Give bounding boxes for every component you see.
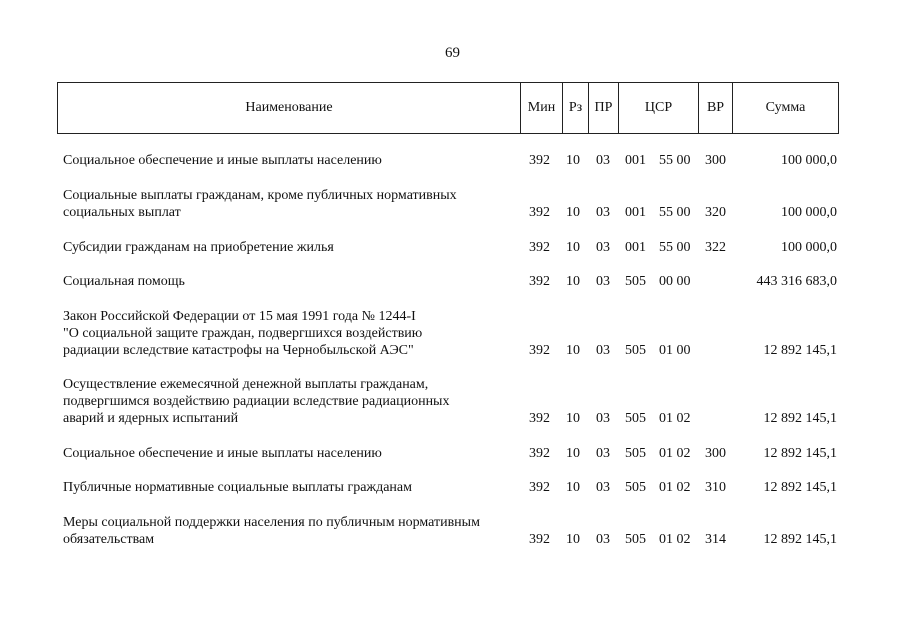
- code-vr: 314: [705, 532, 726, 547]
- code-csr-item: 01 00: [659, 343, 691, 358]
- code-csr-item: 01 02: [659, 411, 691, 426]
- header-rz: Рз: [562, 83, 588, 133]
- code-pr: 03: [596, 240, 610, 255]
- code-min: 392: [529, 446, 550, 461]
- code-pr: 03: [596, 343, 610, 358]
- code-min: 392: [529, 205, 550, 220]
- code-csr-program: 505: [625, 480, 646, 495]
- row-name: Публичные нормативные социальные выплаты гражданам: [63, 480, 412, 495]
- code-csr-program: 505: [625, 532, 646, 547]
- header-csr: ЦСР: [618, 83, 698, 133]
- header-pr: ПР: [588, 83, 618, 133]
- code-min: 392: [529, 411, 550, 426]
- code-min: 392: [529, 274, 550, 289]
- amount: 100 000,0: [781, 205, 837, 220]
- code-pr: 03: [596, 446, 610, 461]
- code-rz: 10: [566, 446, 580, 461]
- code-csr-item: 55 00: [659, 153, 691, 168]
- code-csr-program: 001: [625, 153, 646, 168]
- code-csr-item: 01 02: [659, 446, 691, 461]
- row-name: Субсидии гражданам на приобретение жилья: [63, 240, 334, 255]
- amount: 100 000,0: [781, 153, 837, 168]
- code-vr: 322: [705, 240, 726, 255]
- code-pr: 03: [596, 532, 610, 547]
- code-rz: 10: [566, 274, 580, 289]
- page-number: 69: [445, 45, 460, 61]
- row-name: Социальная помощь: [63, 274, 185, 289]
- code-vr: 310: [705, 480, 726, 495]
- code-csr-item: 55 00: [659, 240, 691, 255]
- code-vr: 300: [705, 153, 726, 168]
- code-csr-program: 505: [625, 411, 646, 426]
- code-pr: 03: [596, 411, 610, 426]
- code-min: 392: [529, 480, 550, 495]
- code-csr-item: 00 00: [659, 274, 691, 289]
- code-min: 392: [529, 240, 550, 255]
- amount: 12 892 145,1: [763, 446, 837, 461]
- code-csr-program: 001: [625, 205, 646, 220]
- header-sum: Сумма: [732, 83, 838, 133]
- amount: 100 000,0: [781, 240, 837, 255]
- code-pr: 03: [596, 153, 610, 168]
- code-csr-program: 001: [625, 240, 646, 255]
- row-name: Социальные выплаты гражданам, кроме публичных нормативных социальных выплат: [63, 188, 457, 220]
- code-rz: 10: [566, 240, 580, 255]
- code-rz: 10: [566, 480, 580, 495]
- amount: 12 892 145,1: [763, 343, 837, 358]
- row-name: Осуществление ежемесячной денежной выплаты гражданам, подвергшимся воздействию радиации вследствие радиационных аварий и ядерных испытаний: [63, 377, 450, 426]
- code-rz: 10: [566, 532, 580, 547]
- row-name: Социальное обеспечение и иные выплаты населению: [63, 153, 382, 168]
- amount: 12 892 145,1: [763, 480, 837, 495]
- code-pr: 03: [596, 205, 610, 220]
- code-pr: 03: [596, 274, 610, 289]
- code-rz: 10: [566, 153, 580, 168]
- code-rz: 10: [566, 205, 580, 220]
- code-rz: 10: [566, 343, 580, 358]
- amount: 12 892 145,1: [763, 411, 837, 426]
- code-csr-program: 505: [625, 343, 646, 358]
- code-rz: 10: [566, 411, 580, 426]
- row-name: Социальное обеспечение и иные выплаты населению: [63, 446, 382, 461]
- row-name: Закон Российской Федерации от 15 мая 1991 года № 1244-I "О социальной защите граждан, подвергшихся воздействию радиации вследствие катастрофы на Чернобыльской АЭС": [63, 309, 423, 358]
- code-min: 392: [529, 532, 550, 547]
- header-name: Наименование: [245, 100, 333, 115]
- amount: 12 892 145,1: [763, 532, 837, 547]
- code-vr: 300: [705, 446, 726, 461]
- code-vr: 320: [705, 205, 726, 220]
- header-min: Мин: [520, 83, 562, 133]
- header-vr: ВР: [698, 83, 732, 133]
- code-min: 392: [529, 153, 550, 168]
- table-header: [57, 82, 839, 134]
- code-csr-program: 505: [625, 274, 646, 289]
- code-csr-item: 01 02: [659, 532, 691, 547]
- code-min: 392: [529, 343, 550, 358]
- code-csr-item: 55 00: [659, 205, 691, 220]
- code-csr-program: 505: [625, 446, 646, 461]
- amount: 443 316 683,0: [756, 274, 837, 289]
- code-pr: 03: [596, 480, 610, 495]
- row-name: Меры социальной поддержки населения по публичным нормативным обязательствам: [63, 515, 480, 547]
- code-csr-item: 01 02: [659, 480, 691, 495]
